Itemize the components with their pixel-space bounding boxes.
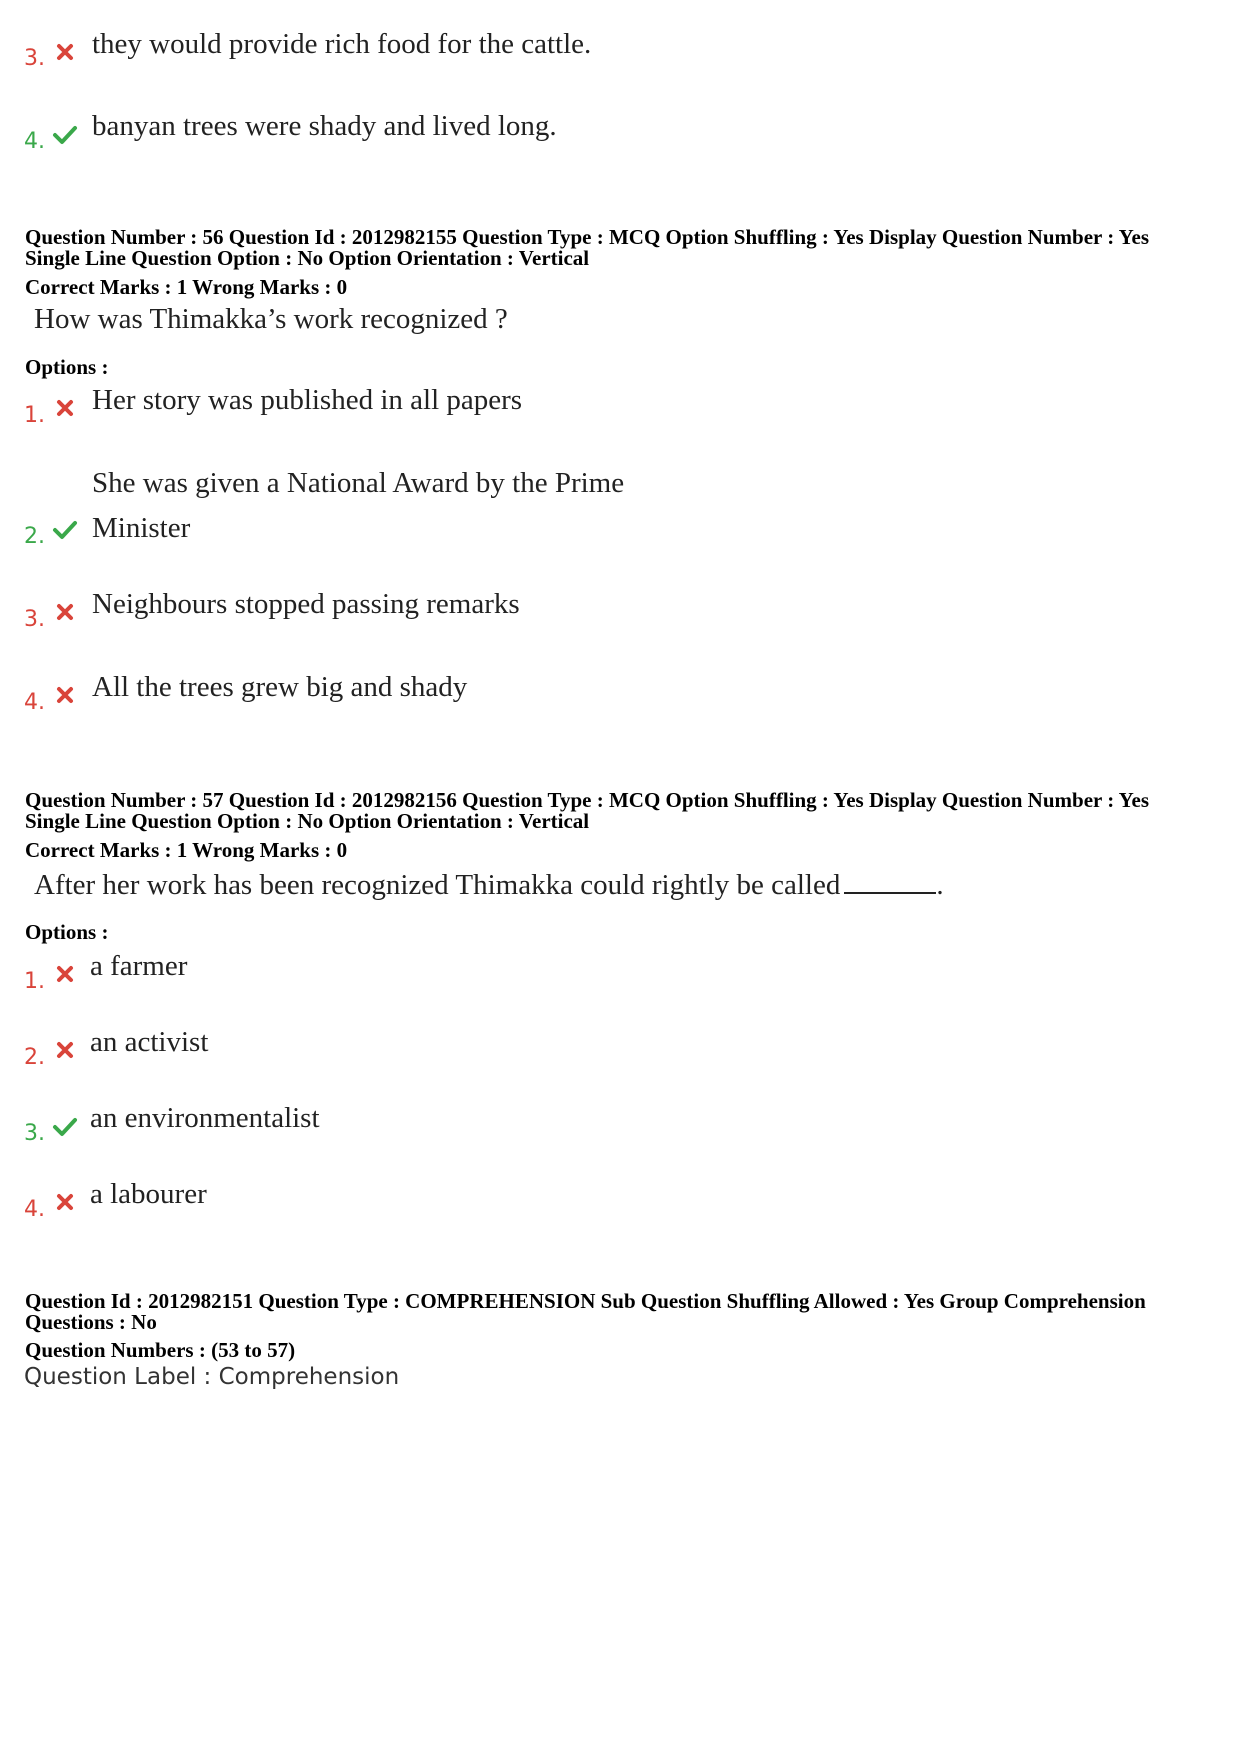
option-number: 1. [24, 403, 45, 428]
cross-icon [54, 397, 76, 419]
options-label: Options : [25, 920, 109, 944]
cross-icon [54, 41, 76, 63]
prev-option-4 [0, 104, 1240, 154]
comprehension-meta-line2: Questions : No [25, 1310, 157, 1334]
question-text: How was Thimakka’s work recognized ? [34, 303, 508, 335]
prev-option-3 [0, 22, 1240, 72]
option-text: banyan trees were shady and lived long. [92, 110, 557, 142]
option-number: 2. [24, 524, 45, 549]
question-numbers: Question Numbers : (53 to 57) [25, 1338, 296, 1362]
cross-icon [54, 601, 76, 623]
option-text: they would provide rich food for the cattle. [92, 28, 592, 60]
option-1 [0, 944, 1240, 994]
answer-blank [844, 868, 936, 894]
option-text: Neighbours stopped passing remarks [92, 588, 520, 620]
question-meta: Question Number : 56 Question Id : 2012982155 Question Type : MCQ Option Shuffling : Yes Display Question Number : Yes [25, 225, 1150, 249]
question-meta-line2: Single Line Question Option : No Option Orientation : Vertical [25, 809, 590, 833]
option-text: an environmentalist [90, 1102, 320, 1134]
option-text: a farmer [90, 950, 188, 982]
option-3 [0, 1096, 1240, 1146]
option-number: 3. [24, 46, 45, 71]
option-2 [0, 1020, 1240, 1070]
option-number: 1. [24, 969, 45, 994]
question-end: . [936, 869, 944, 901]
check-icon [52, 124, 78, 146]
cross-icon [54, 1191, 76, 1213]
option-number: 4. [24, 1197, 45, 1222]
question-label: Question Label : Comprehension [24, 1364, 400, 1390]
question-meta: Question Number : 57 Question Id : 2012982156 Question Type : MCQ Option Shuffling : Yes Display Question Number : Yes [25, 788, 1150, 812]
option-text-line1: She was given a National Award by the Prime [92, 467, 625, 499]
cross-icon [54, 1039, 76, 1061]
option-number: 3. [24, 607, 45, 632]
option-text: an activist [90, 1026, 209, 1058]
option-2 [0, 461, 1240, 551]
option-1 [0, 378, 1240, 428]
check-icon [52, 519, 78, 541]
option-number: 2. [24, 1045, 45, 1070]
check-icon [52, 1116, 78, 1138]
options-label: Options : [25, 355, 109, 379]
option-number: 4. [24, 690, 45, 715]
option-number: 4. [24, 129, 45, 154]
question-text: After her work has been recognized Thimakka could rightly be called [34, 869, 841, 901]
option-text: Her story was published in all papers [92, 384, 523, 416]
option-4 [0, 665, 1240, 715]
question-meta-line2: Single Line Question Option : No Option Orientation : Vertical [25, 246, 590, 270]
question-marks: Correct Marks : 1 Wrong Marks : 0 [25, 838, 348, 862]
comprehension-meta: Question Id : 2012982151 Question Type : COMPREHENSION Sub Question Shuffling Allowed : Yes Group Comprehension [25, 1289, 1146, 1313]
cross-icon [54, 963, 76, 985]
option-text: All the trees grew big and shady [92, 671, 468, 703]
option-number: 3. [24, 1121, 45, 1146]
option-text: a labourer [90, 1178, 207, 1210]
cross-icon [54, 684, 76, 706]
question-marks: Correct Marks : 1 Wrong Marks : 0 [25, 275, 348, 299]
option-3 [0, 582, 1240, 632]
option-text-line2: Minister [92, 512, 191, 544]
option-4 [0, 1172, 1240, 1222]
question-text-row [34, 868, 944, 901]
